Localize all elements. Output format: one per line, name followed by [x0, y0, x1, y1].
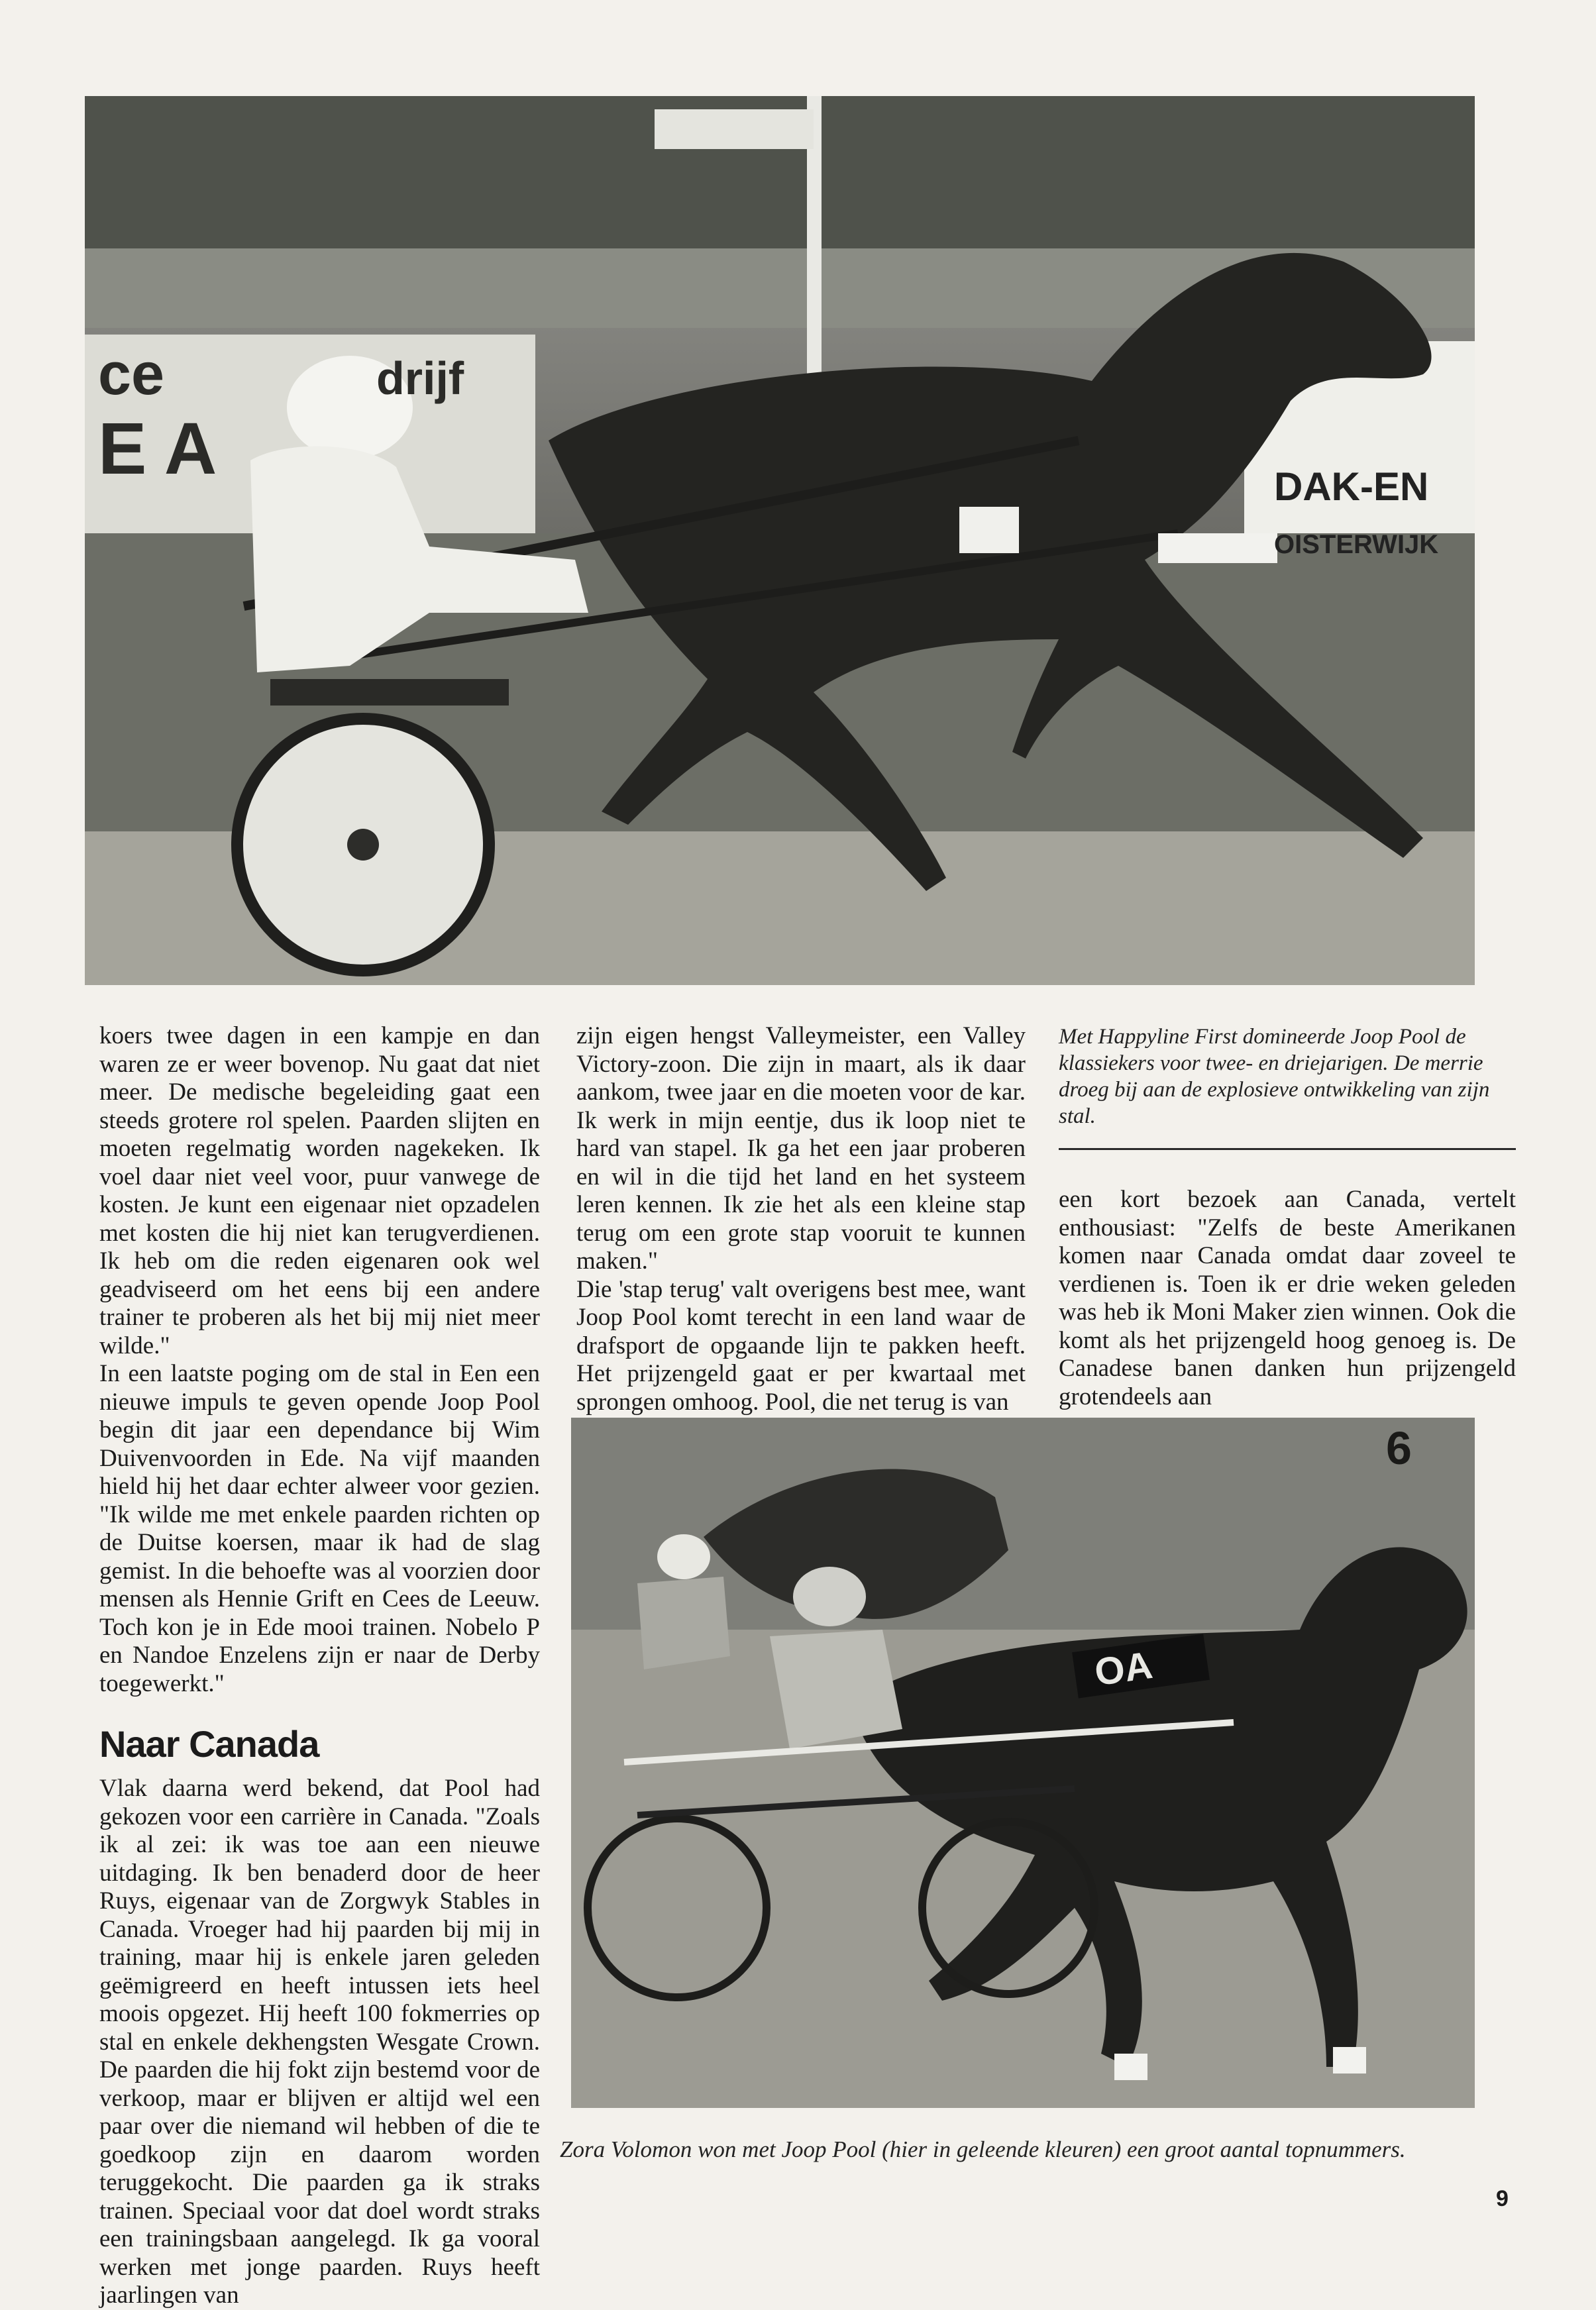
col2-paragraph-1: zijn eigen hengst Valleymeister, een Valley Victory-zoon. Die zijn in maart, als ik daar aankom, twee jaar en die moeten voor de kar. Ik werk in mijn eentje, dus ik loop niet te hard van stapel. Ik ga het een jaar proberen en wil in die tijd het land en het systeem leren kennen. Ik zie het als een kleine stap terug om een grote stap vooruit te kunnen maken.": [576, 1022, 1026, 1275]
photo-harness-race-bottom: [571, 1418, 1475, 2108]
col3-paragraph-1: een kort bezoek aan Canada, vertelt enthousiast: "Zelfs de beste Amerikanen komen naar Canada omdat daar zoveel te verdienen is. Toen ik er drie weken geleden was heb ik Moni Maker zien winnen. Ook die komt als het prijzengeld hoog genoeg is. De Canadese banen danken hun prijzengeld grotendeels aan: [1059, 1186, 1516, 1410]
caption-top-photo: Met Happyline First domineerde Joop Pool de klassiekers voor twee- en driejarigen. De merrie droeg bij aan de explosieve ontwikkeling van zijn stal.: [1059, 1025, 1490, 1128]
caption-divider: [1059, 1148, 1516, 1150]
section-heading-naar-canada: Naar Canada: [99, 1723, 319, 1765]
col1-paragraph-3: Vlak daarna werd bekend, dat Pool had gekozen voor een carrière in Canada. "Zoals ik al zei: ik was toe aan een nieuwe uitdaging. Ik ben benaderd door de heer Ruys, eigenaar van de Zorgwyk Stables in Canada. Vroeger had hij paarden bij mij in training, maar hij is enkele jaren geleden geëmigreerd en heeft intussen iets heel moois opgezet. Hij heeft 100 fokmerries op stal en enkele dekhengsten Wesgate Crown. De paarden die hij fokt zijn bestemd voor de verkoop, maar er blijven er altijd wel een paar over die niemand wil hebben of die te goedkoop zijn en daarom worden teruggekocht. Die paarden ga ik straks trainen. Speciaal voor dat doel wordt straks een trainingsbaan aangelegd. Ik ga vooral werken met jonge paarden. Ruys heeft jaarlingen van: [99, 1775, 540, 2309]
col1-paragraph-1: koers twee dagen in een kampje en dan waren ze er weer bovenop. Nu gaat dat niet meer. De medische begeleiding gaat een steeds grotere rol spelen. Paarden slijten en moeten regelmatig worden nagekeken. Ik voel daar niet veel voor, puur vanwege de kosten. Je kunt een eigenaar niet opzadelen met kosten die hij niet kan terugverdienen. Ik heb om die reden eigenaren ook wel geadviseerd om het eens bij een andere trainer te proberen als het bij mij niet meer wilde.": [99, 1022, 540, 1359]
sign-text-left-lower: E A: [98, 408, 217, 490]
col1-paragraph-2: In een laatste poging om de stal in Een een nieuwe impuls te geven opende Joop Pool begin dit jaar een dependance bij Wim Duivenvoorden in Ede. Na vijf maanden hield hij het daar echter alweer voor gezien. "Ik wilde me met enkele paarden richten op de Duitse koersen, maar ik had de slag gemist. In die behoefte was al voorzien door mensen als Hennie Grift en Cees de Leeuw. Toch kon je in Ede mooi trainen. Nobelo P en Nandoe Enzelens zijn er naar de Derby toegewerkt.": [99, 1360, 540, 1697]
caption-bottom-photo: Zora Volomon won met Joop Pool (hier in geleende kleuren) een groot aantal topnummers.: [560, 2136, 1406, 2162]
sign-text-right-city: OISTERWIJK: [1274, 530, 1439, 559]
photo-harness-race-top: [85, 96, 1475, 985]
text-column-2: [576, 1022, 1026, 1416]
col2-paragraph-2: Die 'stap terug' valt overigens best mee, want Joop Pool komt terecht in een land waar de drafsport de opgaande lijn te pakken heeft. Het prijzengeld gaat er per kwartaal met sprongen omhoog. Pool, die net terug is van: [576, 1275, 1026, 1416]
page-number: 9: [1496, 2186, 1509, 2211]
sign-text-left-big: ce: [98, 341, 165, 407]
sign-text-left-mid: drijf: [376, 352, 464, 404]
text-column-3: [1059, 1186, 1516, 1411]
sign-text-right-main: DAK-EN: [1274, 464, 1429, 509]
horse-number-tag: 6: [1386, 1422, 1412, 1474]
text-column-1: [99, 1022, 540, 2310]
saddle-cloth-number: OA: [1092, 1643, 1155, 1695]
